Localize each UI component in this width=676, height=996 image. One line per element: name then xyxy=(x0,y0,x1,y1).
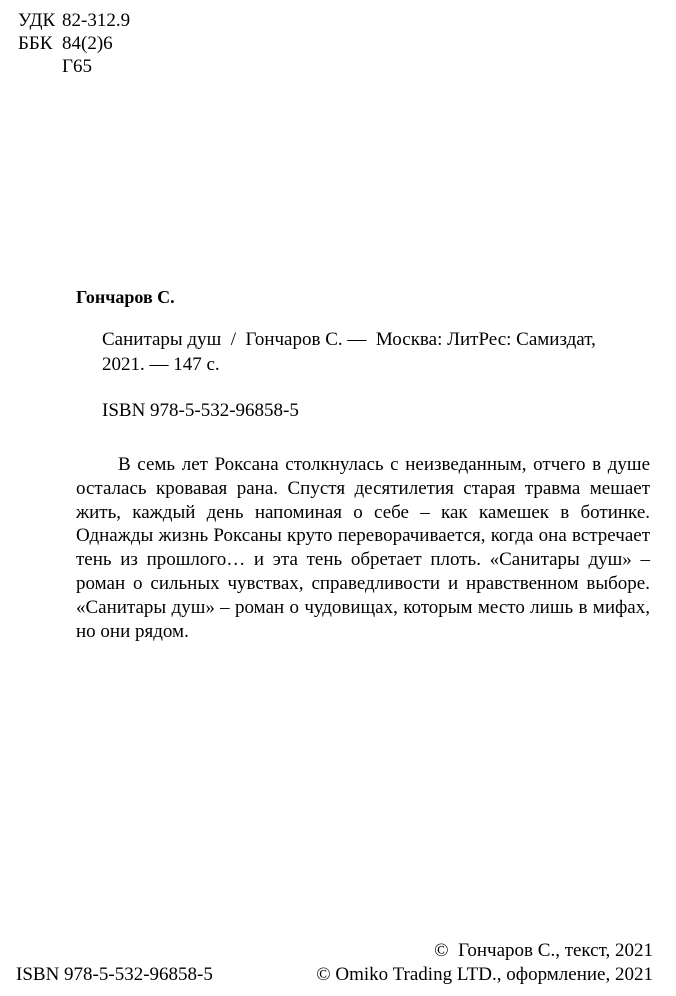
author-heading: Гончаров С. xyxy=(76,287,175,307)
isbn: ISBN 978-5-532-96858-5 xyxy=(102,400,299,421)
bibliographic-line-1: Санитары душ / Гончаров С. — Москва: ЛитРес: Самиздат, xyxy=(102,329,596,350)
bibliographic-line-2: 2021. — 147 с. xyxy=(102,354,220,375)
udk-label: УДК xyxy=(18,10,56,31)
footer-isbn: ISBN 978-5-532-96858-5 xyxy=(16,964,213,985)
bbk-row xyxy=(18,33,218,55)
bibliographic-description xyxy=(102,327,622,377)
bbk-value: 84(2)6 xyxy=(62,33,113,54)
bbk-label: ББК xyxy=(18,33,53,54)
udk-row xyxy=(18,10,218,32)
copyright-text: © Гончаров С., текст, 2021 xyxy=(434,940,653,961)
author-mark: Г65 xyxy=(62,56,92,77)
copyright-design: © Omiko Trading LTD., оформление, 2021 xyxy=(316,964,653,985)
udk-value: 82-312.9 xyxy=(62,10,131,31)
annotation-paragraph: В семь лет Роксана столкнулась с неизведанным, отчего в душе осталась кровавая рана. Спустя десятилетия старая травма мешает жить, каждый день напоминая о себе – как камешек в ботинке. Однажды жизнь Роксаны круто переворачивается, когда она встречает тень из прошлого… и эта тень обретает плоть. «Санитары душ» – роман о сильных чувствах, справедливости и нравственном выборе. «Санитары душ» – роман о чудовищах, которым место лишь в мифах, но они рядом. xyxy=(76,454,650,642)
